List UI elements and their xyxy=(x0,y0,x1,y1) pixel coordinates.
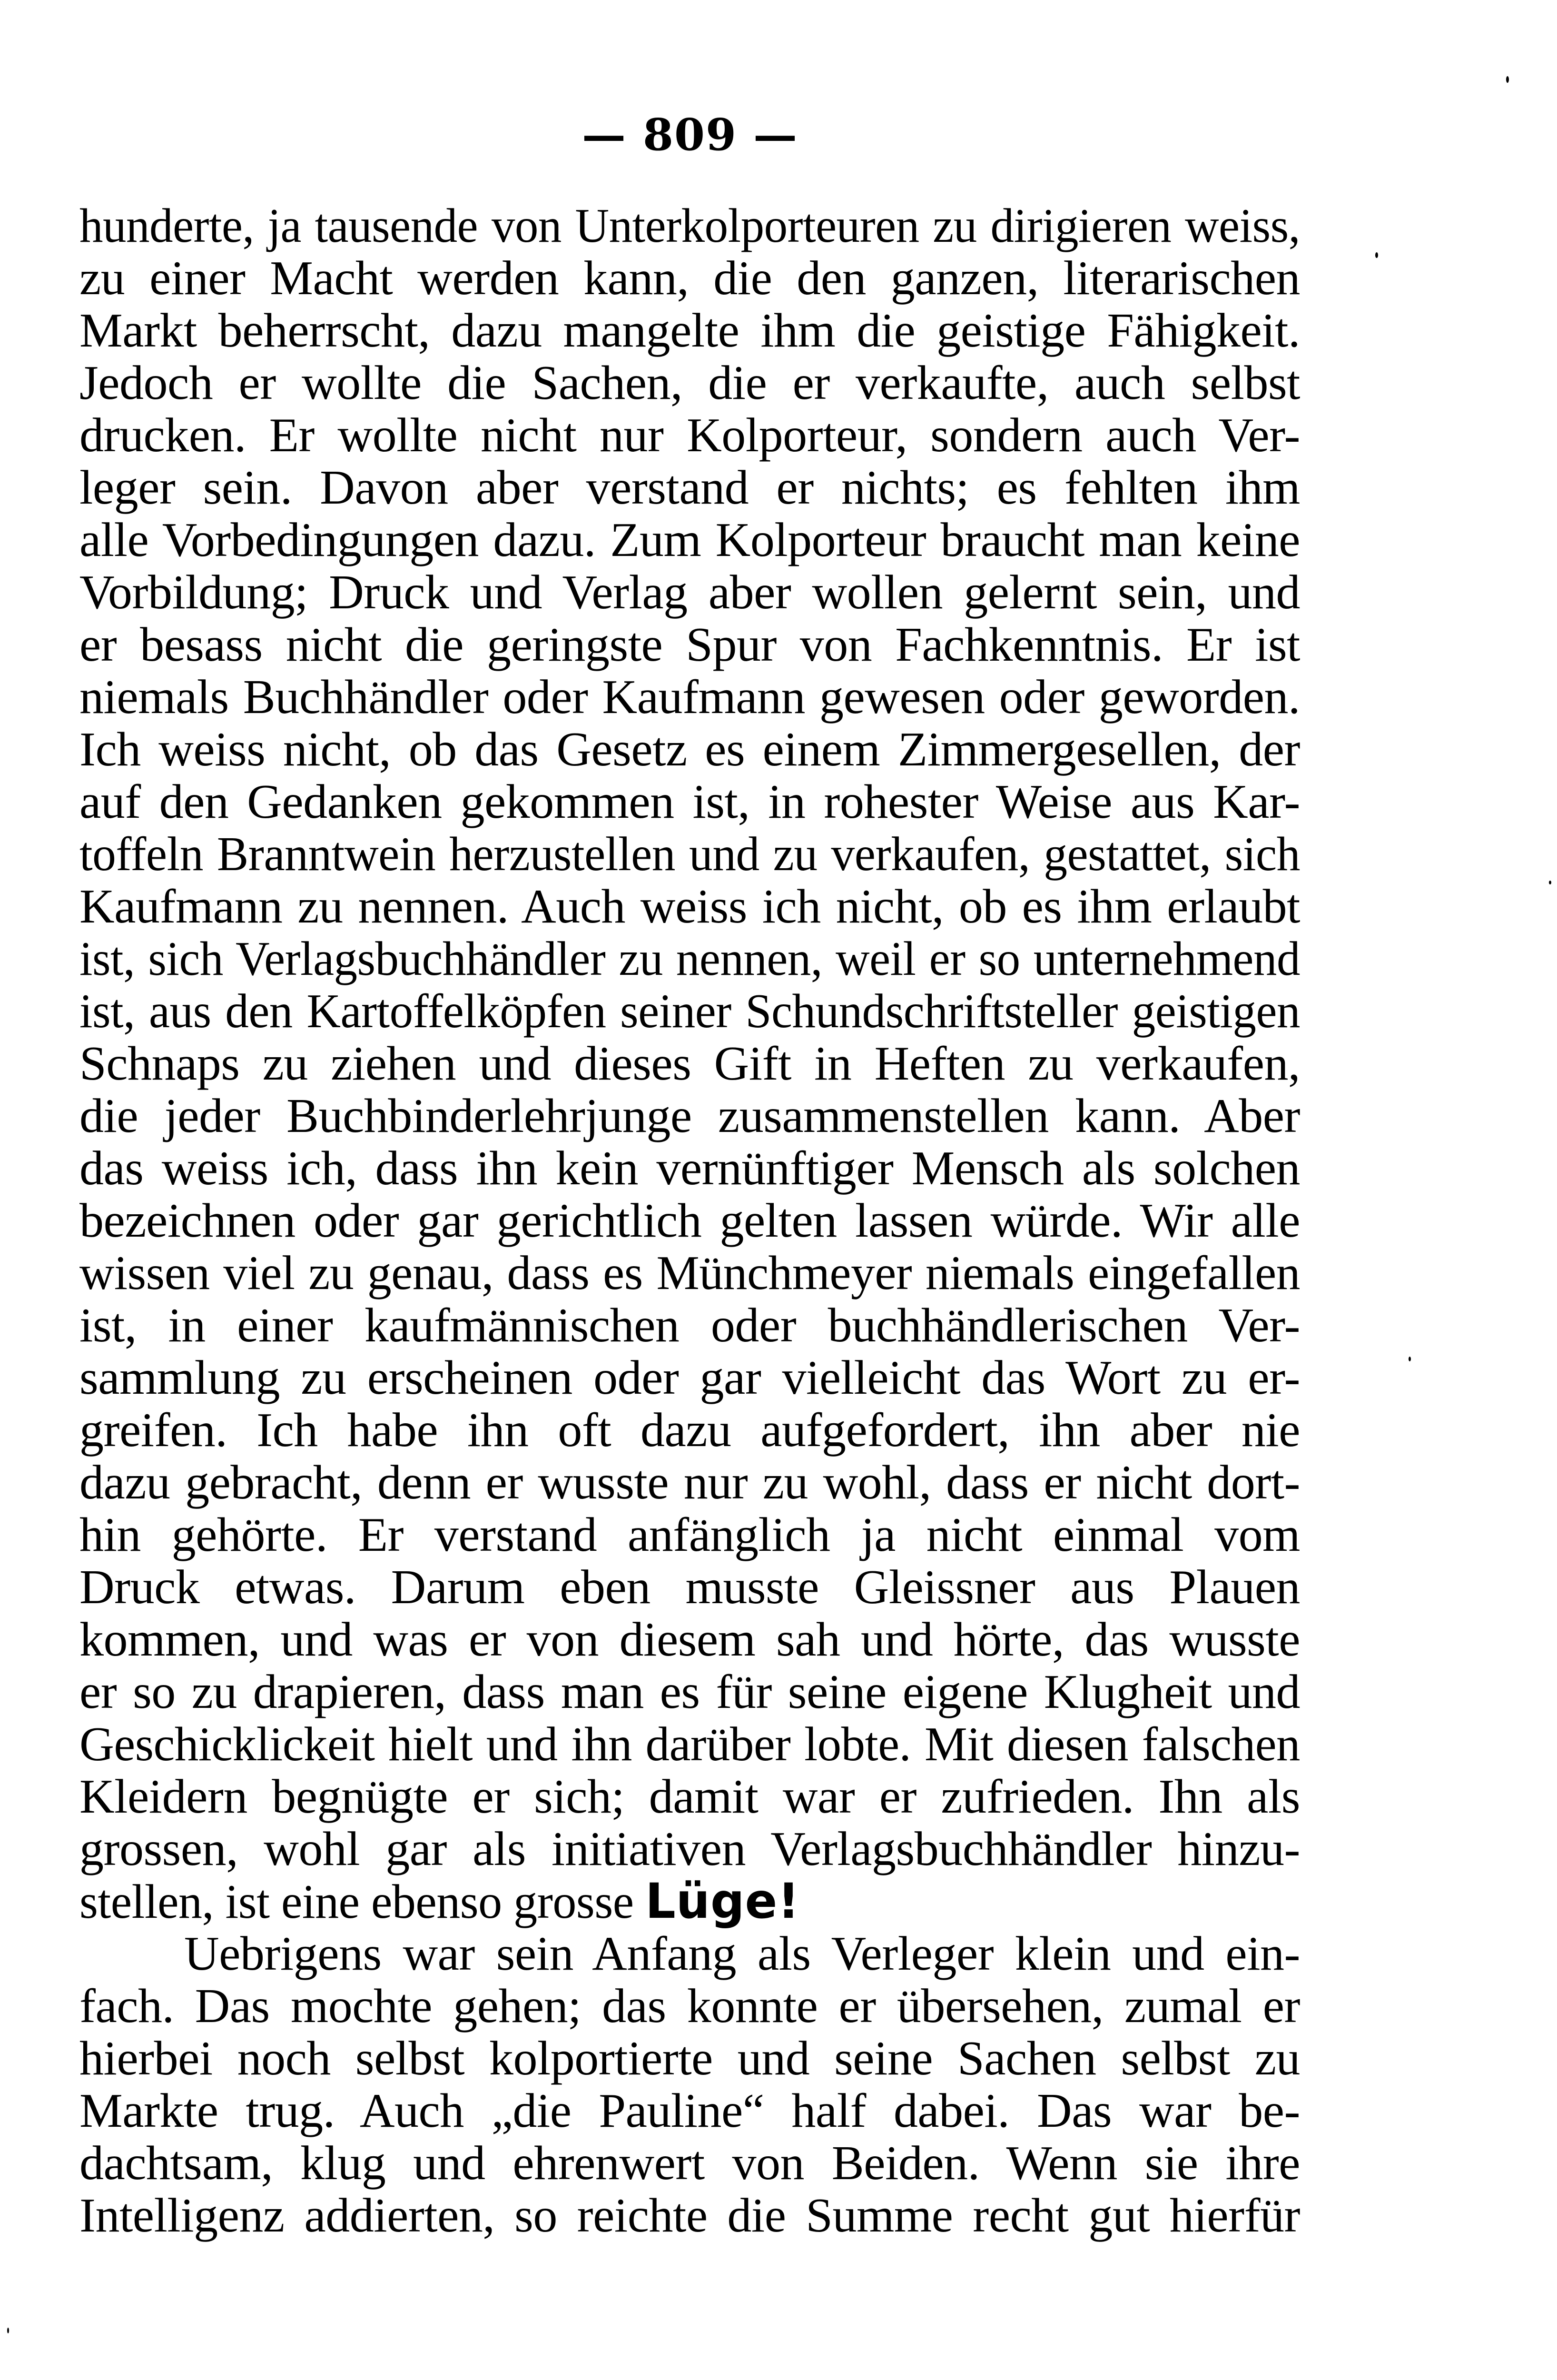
text-line: Geschicklickeit hielt und ihn darüber lobte. Mit diesen falschen xyxy=(79,1717,1300,1771)
text-line: auf den Gedanken gekommen ist, in rohester Weise aus Kar- xyxy=(79,775,1300,829)
scan-speck xyxy=(1375,252,1378,258)
text-line: Jedoch er wollte die Sachen, die er verkaufte, auch selbst xyxy=(79,356,1300,410)
text-line: hin gehörte. Er verstand anfänglich ja nicht einmal vom xyxy=(79,1508,1300,1562)
page-header xyxy=(0,109,1380,161)
text-line-paragraph-end xyxy=(79,1875,1276,1928)
page-number-dash-left: — xyxy=(581,109,627,160)
emphasized-word: Lüge! xyxy=(645,1873,800,1930)
text-line: die jeder Buchbinderlehrjunge zusammenstellen kann. Aber xyxy=(79,1089,1300,1143)
text-line: sammlung zu erscheinen oder gar vielleicht das Wort zu er- xyxy=(79,1351,1300,1405)
text-line-paragraph-start: Uebrigens war sein Anfang als Verleger klein und ein- xyxy=(184,1927,1300,1981)
scan-speck xyxy=(1506,76,1509,83)
text-line: Schnaps zu ziehen und dieses Gift in Heften zu verkaufen, xyxy=(79,1037,1300,1091)
text-line: drucken. Er wollte nicht nur Kolporteur, sondern auch Ver- xyxy=(79,408,1300,462)
text-line: grossen, wohl gar als initiativen Verlagsbuchhändler hinzu- xyxy=(79,1822,1300,1876)
page-number: 809 xyxy=(642,109,738,160)
text-line: ist, sich Verlagsbuchhändler zu nennen, weil er so unternehmend xyxy=(79,932,1300,986)
text-line: das weiss ich, dass ihn kein vernünftiger Mensch als solchen xyxy=(79,1141,1300,1195)
body-text xyxy=(79,200,1300,2242)
text-line: Intelligenz addierten, so reichte die Summe recht gut hierfür xyxy=(79,2189,1300,2242)
text-line: er besass nicht die geringste Spur von Fachkenntnis. Er ist xyxy=(79,618,1300,672)
text-line: Druck etwas. Darum eben musste Gleissner aus Plauen xyxy=(79,1560,1300,1614)
text-line: wissen viel zu genau, dass es Münchmeyer niemals eingefallen xyxy=(79,1246,1300,1300)
text-line: hunderte, ja tausende von Unterkolporteuren zu dirigieren weiss, xyxy=(79,199,1300,253)
text-line: Kleidern begnügte er sich; damit war er zufrieden. Ihn als xyxy=(79,1770,1300,1824)
text-line: fach. Das mochte gehen; das konnte er übersehen, zumal er xyxy=(79,1979,1300,2033)
text-line: dachtsam, klug und ehrenwert von Beiden. Wenn sie ihre xyxy=(79,2136,1300,2190)
text-line: hierbei noch selbst kolportierte und seine Sachen selbst zu xyxy=(79,2032,1300,2085)
page-number-dash-right: — xyxy=(753,109,798,160)
text-line: Vorbildung; Druck und Verlag aber wollen gelernt sein, und xyxy=(79,565,1300,619)
text-line: Markte trug. Auch „die Pauline“ half dabei. Das war be- xyxy=(79,2084,1300,2138)
scan-speck xyxy=(7,2328,9,2333)
text-line: Ich weiss nicht, ob das Gesetz es einem Zimmergesellen, der xyxy=(79,723,1300,776)
text-line: ist, aus den Kartoffelköpfen seiner Schundschriftsteller geistigen xyxy=(79,984,1300,1038)
text-line: zu einer Macht werden kann, die den ganzen, literarischen xyxy=(79,251,1300,305)
text-line: toffeln Branntwein herzustellen und zu verkaufen, gestattet, sich xyxy=(79,827,1300,881)
text-line: alle Vorbedingungen dazu. Zum Kolporteur braucht man keine xyxy=(79,513,1300,567)
text-line: kommen, und was er von diesem sah und hörte, das wusste xyxy=(79,1613,1300,1666)
text-line: niemals Buchhändler oder Kaufmann gewesen oder geworden. xyxy=(79,670,1300,724)
text-line: er so zu drapieren, dass man es für seine eigene Klugheit und xyxy=(79,1665,1300,1719)
scan-speck xyxy=(1409,1357,1411,1361)
text-line: leger sein. Davon aber verstand er nichts; es fehlten ihm xyxy=(79,461,1300,515)
scan-speck xyxy=(1549,881,1551,884)
text-line: greifen. Ich habe ihn oft dazu aufgefordert, ihn aber nie xyxy=(79,1403,1300,1457)
text-line: Markt beherrscht, dazu mangelte ihm die geistige Fähigkeit. xyxy=(79,304,1300,357)
text-line: Kaufmann zu nennen. Auch weiss ich nicht, ob es ihm erlaubt xyxy=(79,880,1300,933)
text-line: ist, in einer kaufmännischen oder buchhändlerischen Ver- xyxy=(79,1299,1300,1352)
text-line: bezeichnen oder gar gerichtlich gelten lassen würde. Wir alle xyxy=(79,1194,1300,1248)
text-line-segment: stellen, ist eine ebenso grosse xyxy=(79,1875,646,1929)
text-line: dazu gebracht, denn er wusste nur zu wohl, dass er nicht dort- xyxy=(79,1456,1300,1509)
